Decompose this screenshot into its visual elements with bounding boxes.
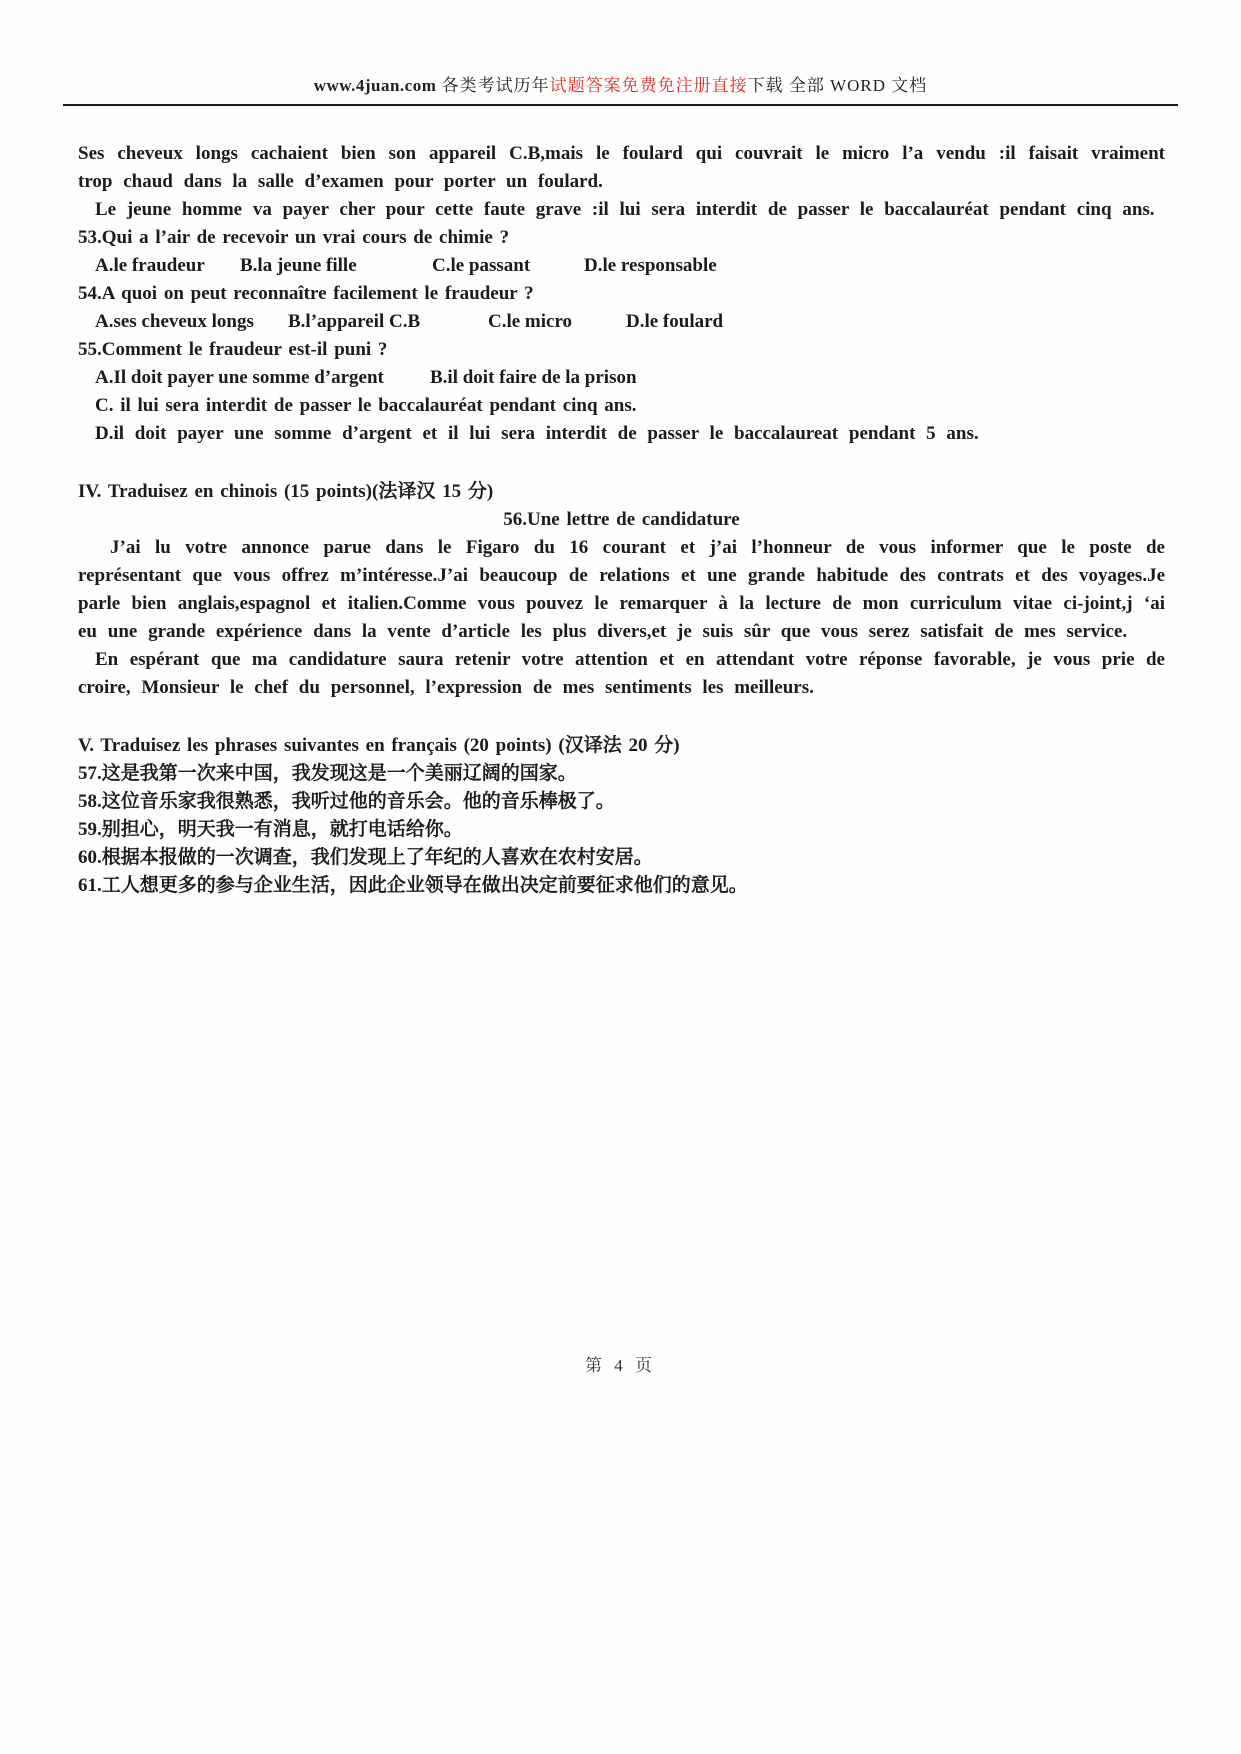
- reading-paragraph-2: Le jeune homme va payer cher pour cette faute grave :il lui sera interdit de passer le baccalauréat pendant cinq ans.: [95, 199, 1155, 220]
- question-54-option-c: C.le micro: [488, 311, 573, 332]
- question-54-options: [78, 308, 1165, 336]
- header-text-pre: 各类考试历年: [436, 76, 550, 95]
- question-53-option-d: D.le responsable: [584, 255, 717, 276]
- section-4-heading: IV. Traduisez en chinois (15 points)(法译汉 15 分): [78, 481, 494, 502]
- page-header: [0, 74, 1241, 98]
- question-53-stem: 53.Qui a l’air de recevoir un vrai cours de chimie ?: [78, 227, 510, 248]
- header-site-url: www.4juan.com: [313, 76, 437, 95]
- header-divider: [63, 104, 1178, 106]
- header-text-red: 试题答案免费免注册直接: [549, 76, 748, 95]
- question-54-option-b: B.l’appareil C.B: [288, 311, 421, 332]
- question-54-option-a: A.ses cheveux longs: [95, 311, 254, 332]
- translation-item-58: 58.这位音乐家我很熟悉，我听过他的音乐会。他的音乐棒极了。: [78, 791, 615, 812]
- question-53-option-b: B.la jeune fille: [240, 255, 357, 276]
- question-55-options-ab: [78, 364, 1165, 392]
- document-body: [78, 140, 1165, 900]
- translation-item-57: 57.这是我第一次来中国，我发现这是一个美丽辽阔的国家。: [78, 763, 577, 784]
- question-55-stem: 55.Comment le fraudeur est-il puni ?: [78, 339, 388, 360]
- question-55-option-b: B.il doit faire de la prison: [430, 367, 637, 388]
- header-text-post: 下载 全部 WORD 文档: [747, 76, 928, 95]
- section-4-subtitle: 56.Une lettre de candidature: [503, 509, 740, 530]
- question-54-stem: 54.A quoi on peut reconnaître facilement le fraudeur ?: [78, 283, 534, 304]
- question-53-options: [78, 252, 1165, 280]
- reading-paragraph-1: Ses cheveux longs cachaient bien son appareil C.B,mais le foulard qui couvrait le micro l’a vendu :il faisait vraiment trop chaud dans la salle d’examen pour porter un foulard.: [78, 143, 1165, 192]
- question-55-option-d: D.il doit payer une somme d’argent et il lui sera interdit de passer le baccalaureat pendant 5 ans.: [95, 423, 979, 444]
- question-53-option-a: A.le fraudeur: [95, 255, 205, 276]
- translation-item-60: 60.根据本报做的一次调查，我们发现上了年纪的人喜欢在农村安居。: [78, 847, 653, 868]
- translation-item-61: 61.工人想更多的参与企业生活，因此企业领导在做出决定前要征求他们的意见。: [78, 875, 748, 896]
- question-55-option-a: A.Il doit payer une somme d’argent: [95, 367, 384, 388]
- section-4-letter-paragraph-1: J’ai lu votre annonce parue dans le Figaro du 16 courant et j’ai l’honneur de vous informer que le poste de représentant que vous offrez m’intéresse.J’ai beaucoup de relations et une grande habitude des contrats et des voyages.Je parle bien anglais,espagnol et italien.Comme vous pouvez le remarquer à la lecture de mon curriculum vitae ci-joint,j ‘ai eu une grande expérience dans la vente d’article les plus divers,et je suis sûr que vous serez satisfait de mes service.: [78, 537, 1165, 642]
- section-4-letter-paragraph-2: En espérant que ma candidature saura retenir votre attention et en attendant votre réponse favorable, je vous prie de croire, Monsieur le chef du personnel, l’expression de mes sentiments les meilleurs.: [78, 649, 1165, 698]
- translation-item-59: 59.别担心，明天我一有消息，就打电话给你。: [78, 819, 463, 840]
- question-55-option-c: C. il lui sera interdit de passer le baccalauréat pendant cinq ans.: [95, 395, 637, 416]
- page-number: 第 4 页: [585, 1356, 656, 1375]
- section-5-heading: V. Traduisez les phrases suivantes en français (20 points) (汉译法 20 分): [78, 735, 680, 756]
- question-54-option-d: D.le foulard: [626, 311, 724, 332]
- question-53-option-c: C.le passant: [432, 255, 531, 276]
